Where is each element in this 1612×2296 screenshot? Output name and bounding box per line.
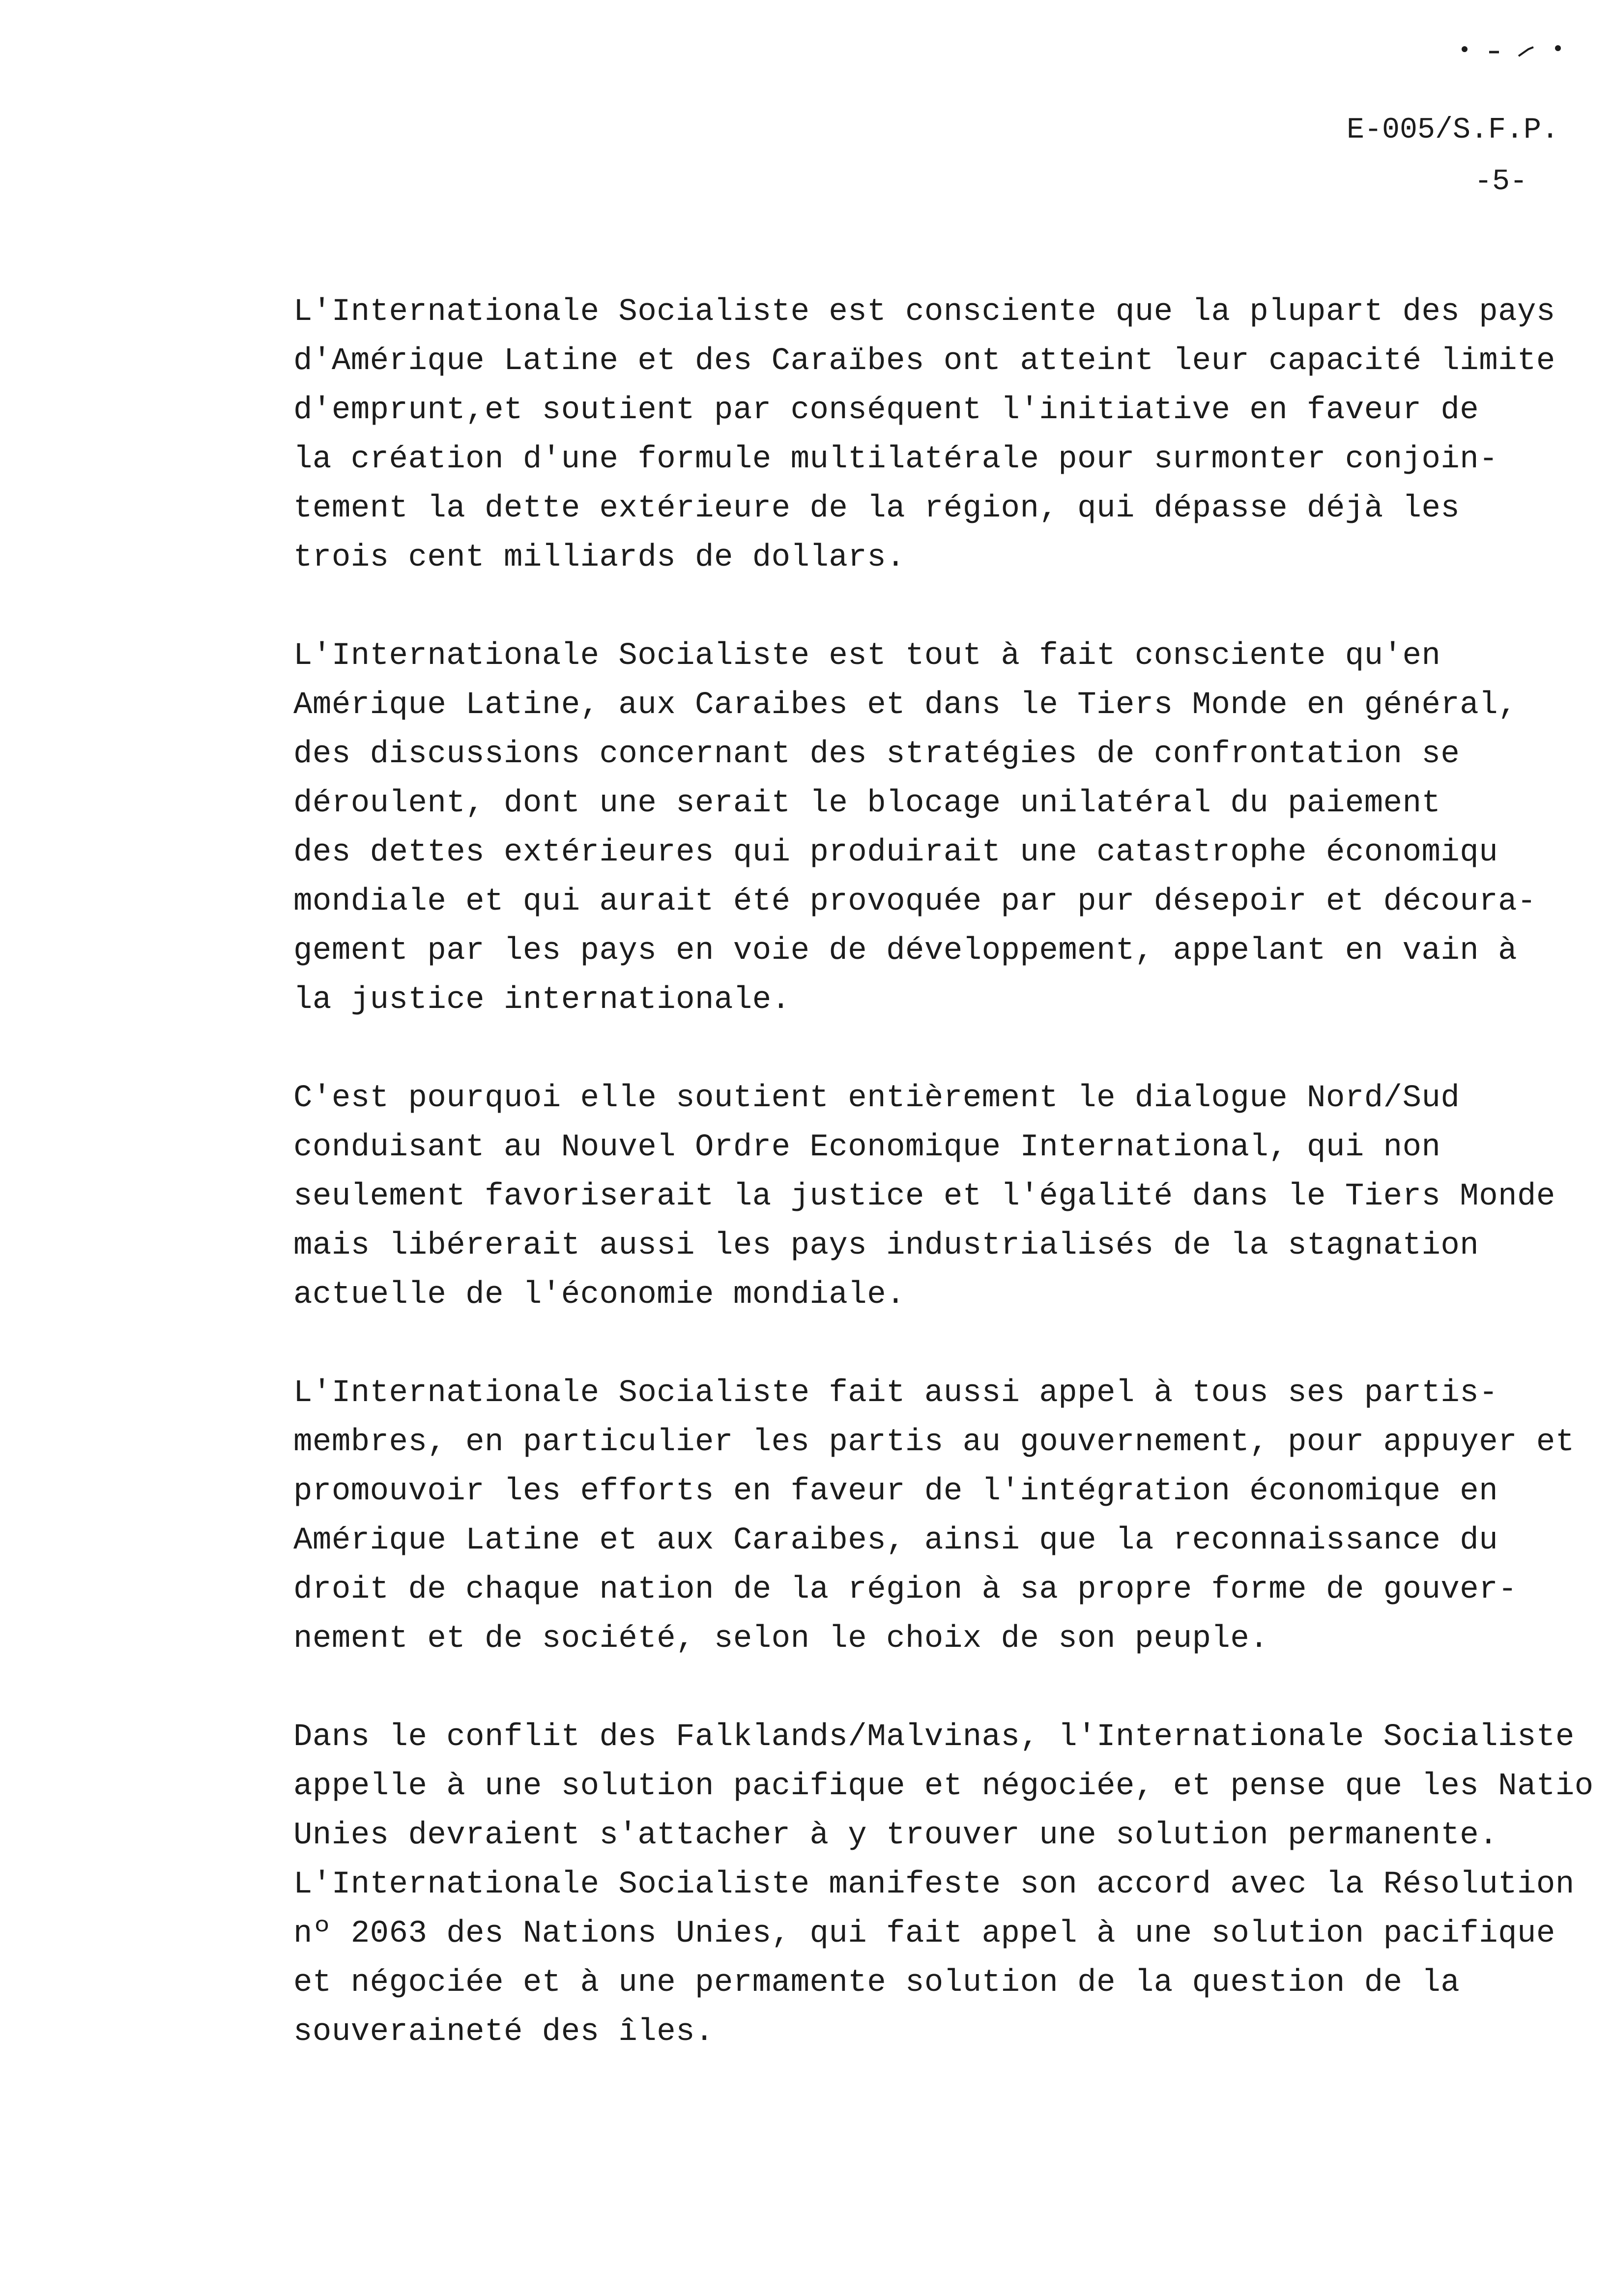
text-line: membres, en particulier les partis au gouvernement, pour appuyer et: [293, 1425, 1575, 1460]
text-line: Dans le conflit des Falklands/Malvinas, l'Internationale Socialiste: [293, 1720, 1575, 1755]
text-line: L'Internationale Socialiste manifeste son accord avec la Résolution: [293, 1867, 1575, 1902]
text-line: promouvoir les efforts en faveur de l'intégration économique en: [293, 1474, 1498, 1509]
text-line: L'Internationale Socialiste fait aussi appel à tous ses partis-: [293, 1376, 1498, 1411]
text-line: conduisant au Nouvel Ordre Economique International, qui non: [293, 1130, 1441, 1165]
text-line: déroulent, dont une serait le blocage unilatéral du paiement: [293, 786, 1441, 821]
paragraph-confrontation: [293, 631, 1591, 1025]
text-line: d'emprunt,et soutient par conséquent l'initiative en faveur de: [293, 393, 1479, 428]
document-body: [293, 287, 1594, 2106]
paragraph-north-south: [293, 1074, 1591, 1320]
corner-marks: [1455, 34, 1583, 64]
paragraph-debt-capacity: [293, 287, 1591, 582]
text-line: trois cent milliards de dollars.: [293, 540, 905, 575]
text-line: d'Amérique Latine et des Caraïbes ont atteint leur capacité limite: [293, 344, 1555, 379]
text-line: nement et de société, selon le choix de son peuple.: [293, 1621, 1269, 1657]
text-line: tement la dette extérieure de la région, qui dépasse déjà les: [293, 491, 1460, 526]
text-line: C'est pourquoi elle soutient entièrement le dialogue Nord/Sud: [293, 1081, 1460, 1116]
paragraph-integration: [293, 1369, 1591, 1664]
text-line: L'Internationale Socialiste est consciente que la plupart des pays: [293, 294, 1555, 330]
text-line: actuelle de l'économie mondiale.: [293, 1277, 905, 1313]
text-line: des dettes extérieures qui produirait une catastrophe économiqu: [293, 835, 1498, 870]
text-line: des discussions concernant des stratégies de confrontation se: [293, 737, 1460, 772]
text-line: appelle à une solution pacifique et négociée, et pense que les Natio: [293, 1769, 1594, 1804]
ink-dot: [1462, 46, 1468, 52]
text-line: la création d'une formule multilatérale pour surmonter conjoin-: [293, 442, 1498, 477]
text-line: nº 2063 des Nations Unies, qui fait appel à une solution pacifique: [293, 1916, 1555, 1952]
text-line: Unies devraient s'attacher à y trouver une solution permanente.: [293, 1818, 1498, 1853]
ink-dot: [1555, 45, 1561, 51]
text-line: L'Internationale Socialiste est tout à fait consciente qu'en: [293, 638, 1441, 674]
text-line: Amérique Latine et aux Caraibes, ainsi que la reconnaissance du: [293, 1523, 1498, 1558]
text-line: droit de chaque nation de la région à sa propre forme de gouver-: [293, 1572, 1517, 1607]
document-reference: E-005/S.F.P.: [1347, 114, 1559, 147]
text-line: mais libérerait aussi les pays industrialisés de la stagnation: [293, 1228, 1479, 1263]
text-line: gement par les pays en voie de développement, appelant en vain à: [293, 933, 1517, 969]
text-line: mondiale et qui aurait été provoquée par pur désepoir et découra-: [293, 884, 1536, 919]
text-line: souveraineté des îles.: [293, 2014, 714, 2050]
text-line: Amérique Latine, aux Caraibes et dans le Tiers Monde en général,: [293, 688, 1517, 723]
paragraph-falklands: [293, 1713, 1594, 2057]
text-line: et négociée et à une permamente solution de la question de la: [293, 1965, 1460, 2001]
text-line: la justice internationale.: [293, 982, 791, 1018]
page-number: -5-: [1474, 165, 1528, 199]
ink-tick: [1519, 47, 1533, 56]
text-line: seulement favoriserait la justice et l'égalité dans le Tiers Monde: [293, 1179, 1555, 1214]
